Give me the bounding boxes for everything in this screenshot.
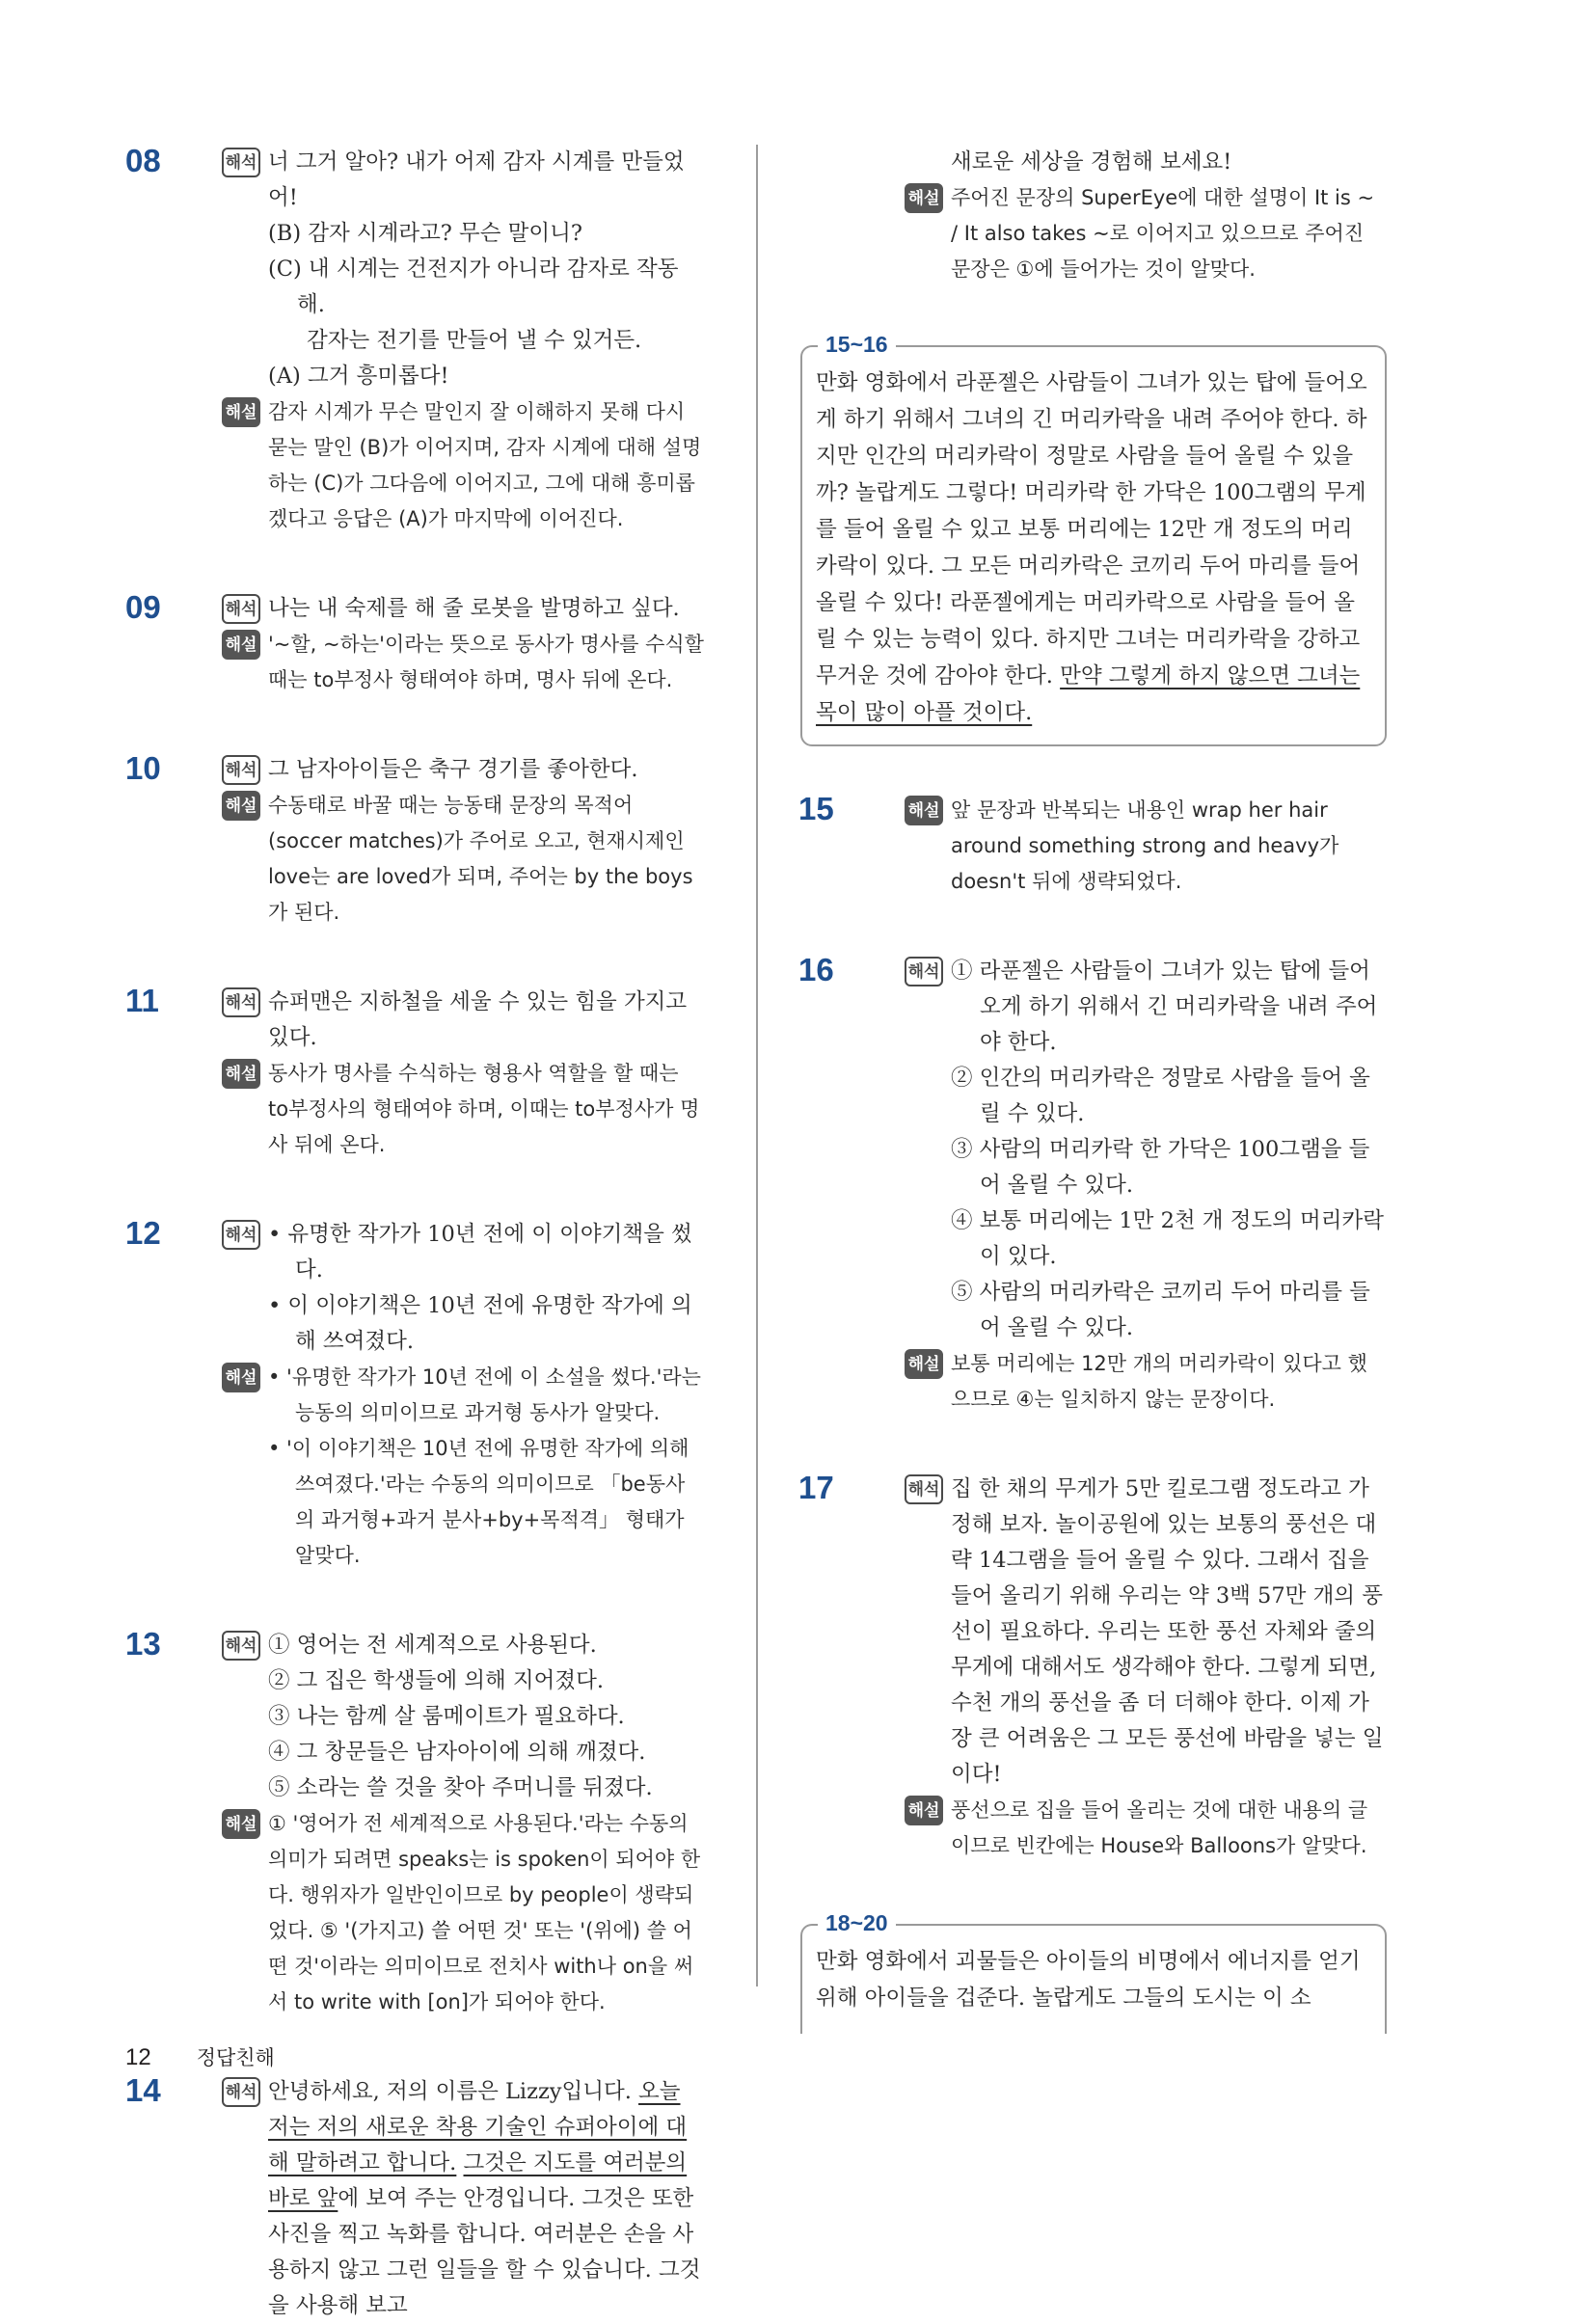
question-number: 12 [125,1215,161,1251]
page-number: 12 [125,2044,151,2070]
passage-range-label: 15~16 [818,332,896,358]
translation-badge: 해석 [222,1220,260,1250]
question-09 [125,591,704,698]
question-number: 17 [798,1470,834,1505]
translation-line: ④ 그 창문들은 남자아이에 의해 깨졌다. [268,1740,646,1765]
underlined-sentence: 그것은 지도를 여러분의 바로 앞 [268,2150,688,2211]
question-13 [125,1628,704,2020]
book-title: 정답친해 [196,2046,275,2069]
explanation-text: 수동태로 바꿀 때는 능동태 문장의 목적어(soccer matches)가 주어로 오고, 현재시제인 love는 are loved가 되며, 주어는 by the boys가 된다. [268,794,693,924]
explanation-text: 앞 문장과 반복되는 내용인 wrap her hair around something strong and heavy가 doesn't 뒤에 생략되었다. [951,798,1339,893]
translation-text: 에 보여 주는 안경입니다. 그것은 또한 사진을 찍고 녹화를 합니다. 여러분은 손을 사용하지 않고 그런 일들을 할 수 있습니다. 그것을 사용해 보고 [268,2186,701,2318]
translation-badge: 해석 [222,1631,260,1661]
translation-badge: 해석 [222,148,260,177]
question-14 [125,2074,704,2324]
underlined-sentence: 오늘 저는 저의 새로운 착용 기술인 슈퍼아이에 대해 말하려고 합니다. [268,2079,688,2175]
explanation-text: 보통 머리에는 12만 개의 머리카락이 있다고 했으므로 ④는 일치하지 않는 문장이다. [951,1352,1367,1411]
explanation-text: '~할, ~하는'이라는 뜻으로 동사가 명사를 수식할 때는 to부정사 형태여야 하며, 명사 뒤에 온다. [268,633,704,691]
translation-line: 너 그거 알아? 내가 어제 감자 시계를 만들었어! [268,149,685,210]
explanation-badge: 해설 [905,183,943,213]
question-17 [798,1470,1387,1864]
translation-line: ⑤ 소라는 쓸 것을 찾아 주머니를 뒤졌다. [268,1775,653,1800]
left-column [125,145,704,2324]
question-11 [125,985,704,1163]
column-divider [756,145,758,1986]
explanation-text: • '유명한 작가가 10년 전에 이 소설을 썼다.'라는 능동의 의미이므로 과거형 동사가 알맞다. [268,1365,701,1424]
translation-line: ③ 나는 함께 살 룸메이트가 필요하다. [268,1704,625,1729]
explanation-text: 주어진 문장의 SuperEye에 대한 설명이 It is ~ / It also takes ~로 이어지고 있으므로 주어진 문장은 ①에 들어가는 것이 알맞다. [951,186,1375,281]
translation-line: ③ 사람의 머리카락 한 가닥은 100그램을 들어 올릴 수 있다. [951,1137,1370,1198]
question-15 [798,791,1387,900]
question-12 [125,1217,704,1574]
translation-line: ① 라푼젤은 사람들이 그녀가 있는 탑에 들어오게 하기 위해서 긴 머리카락을 내려 주어야 한다. [951,959,1378,1055]
explanation-badge: 해설 [222,397,260,427]
translation-line: 새로운 세상을 경험해 보세요! [951,149,1232,175]
translation-badge: 해석 [222,987,260,1017]
passage-body: 만화 영화에서 라푼젤은 사람들이 그녀가 있는 탑에 들어오게 하기 위해서 그녀의 긴 머리카락을 내려 주어야 한다. 하지만 인간의 머리카락이 정말로 사람을 들어 올릴 수 있을까? 놀랍게도 그렇다! 머리카락 한 가닥은 100그램의 무게를 들어 올릴 수 있고 보통 머리에는 12만 개 정도의 머리카락이 있다. 그 모든 머리카락은 코끼리 두어 마리를 들어 올릴 수 있다! 라푼젤에게는 머리카락으로 사람을 들어 올릴 수 있는 능력이 있다. 하지만 그녀는 머리카락을 강하고 무거운 것에 감아야 한다. [816,370,1367,689]
translation-badge: 해석 [222,2077,260,2107]
translation-badge: 해석 [905,1474,943,1504]
translation-badge: 해석 [905,957,943,986]
passage-text [816,365,1371,731]
translation-paragraph [268,2074,704,2324]
question-number: 10 [125,750,161,786]
translation-text [456,2150,463,2175]
translation-line: 슈퍼맨은 지하철을 세울 수 있는 힘을 가지고 있다. [268,989,688,1050]
question-16 [798,952,1387,1418]
question-number: 09 [125,589,161,625]
explanation-badge: 해설 [222,1363,260,1392]
question-14-continued [808,145,1387,287]
translation-badge: 해석 [222,755,260,785]
question-number: 11 [125,983,159,1018]
translation-badge: 해석 [222,594,260,624]
question-number: 16 [798,952,834,987]
explanation-badge: 해설 [905,1796,943,1825]
passage-range-label: 18~20 [818,1910,896,1936]
translation-line: ④ 보통 머리에는 1만 2천 개 정도의 머리카락이 있다. [951,1208,1384,1269]
question-08 [125,145,704,537]
explanation-badge: 해설 [222,630,260,660]
explanation-text: 감자 시계가 무슨 말인지 잘 이해하지 못해 다시 묻는 말인 (B)가 이어지며, 감자 시계에 대해 설명하는 (C)가 그다음에 이어지고, 그에 대해 흥미롭겠다고 응답은 (A)가 마지막에 이어진다. [268,400,702,530]
explanation-text: ① '영어가 전 세계적으로 사용된다.'라는 수동의 의미가 되려면 speaks는 is spoken이 되어야 한다. 행위자가 일반인이므로 by people이 생략되었다. ⑤ '(가지고) 쓸 어떤 것' 또는 '(위에) 쓸 어떤 것'이라는 의미이므로 전치사 with나 on을 써서 to write with [on]가 되어야 한다. [268,1812,701,2013]
question-number: 14 [125,2072,161,2108]
right-column [798,145,1387,2034]
explanation-text: • '이 이야기책은 10년 전에 유명한 작가에 의해 쓰여졌다.'라는 수동의 의미이므로 「be동사의 과거형+과거 분사+by+목적격」 형태가 알맞다. [268,1437,689,1567]
translation-line: ① 영어는 전 세계적으로 사용된다. [268,1633,597,1658]
explanation-badge: 해설 [222,791,260,821]
explanation-badge: 해설 [905,1349,943,1379]
question-number: 15 [798,791,834,826]
explanation-text: 동사가 명사를 수식하는 형용사 역할을 할 때는 to부정사의 형태여야 하며, 이때는 to부정사가 명사 뒤에 온다. [268,1062,700,1156]
translation-line: 그 남자아이들은 축구 경기를 좋아한다. [268,757,638,782]
explanation-text: 풍선으로 집을 들어 올리는 것에 대한 내용의 글이므로 빈칸에는 House와 Balloons가 알맞다. [951,1798,1368,1857]
translation-line: (C) 내 시계는 건전지가 아니라 감자로 작동해. [268,257,679,317]
translation-line: ② 그 집은 학생들에 의해 지어졌다. [268,1668,604,1693]
explanation-badge: 해설 [222,1059,260,1089]
translation-line: • 유명한 작가가 10년 전에 이 이야기책을 썼다. [268,1222,692,1283]
passage-box-18-20 [800,1910,1387,2034]
translation-line: • 이 이야기책은 10년 전에 유명한 작가에 의해 쓰여졌다. [268,1293,692,1354]
translation-line: ⑤ 사람의 머리카락은 코끼리 두어 마리를 들어 올릴 수 있다. [951,1280,1370,1340]
question-number: 08 [125,143,161,178]
page-footer [125,2042,275,2071]
passage-box-15-16 [800,332,1387,746]
explanation-badge: 해설 [905,796,943,825]
translation-line: 나는 내 숙제를 해 줄 로봇을 발명하고 싶다. [268,596,680,621]
translation-line: ② 인간의 머리카락은 정말로 사람을 들어 올릴 수 있다. [951,1066,1370,1126]
translation-line: (A) 그거 흥미롭다! [268,364,449,389]
question-number: 13 [125,1626,161,1662]
underlined-sentence: 만약 그렇게 하지 않으면 그녀는 목이 많이 아플 것이다. [816,663,1361,725]
question-10 [125,752,704,931]
translation-text: 안녕하세요, 저의 이름은 Lizzy입니다. [268,2079,639,2104]
explanation-badge: 해설 [222,1809,260,1839]
translation-line: (B) 감자 시계라고? 무슨 말이니? [268,221,582,246]
passage-text: 만화 영화에서 괴물들은 아이들의 비명에서 에너지를 얻기 위해 아이들을 겁준다. 놀랍게도 그들의 도시는 이 소 [816,1949,1361,2011]
translation-line: 감자는 전기를 만들어 낼 수 있거든. [307,328,642,353]
translation-paragraph: 집 한 채의 무게가 5만 킬로그램 정도라고 가정해 보자. 놀이공원에 있는 보통의 풍선은 대략 14그램을 들어 올릴 수 있다. 그래서 집을 들어 올리기 위해 우리는 약 3백 57만 개의 풍선이 필요하다. 우리는 또한 풍선 자체와 줄의 무게에 대해서도 생각해야 한다. 그렇게 되면, 수천 개의 풍선을 좀 더 더해야 한다. 이제 가장 큰 어려움은 그 모든 풍선에 바람을 넣는 일이다! [951,1476,1384,1787]
